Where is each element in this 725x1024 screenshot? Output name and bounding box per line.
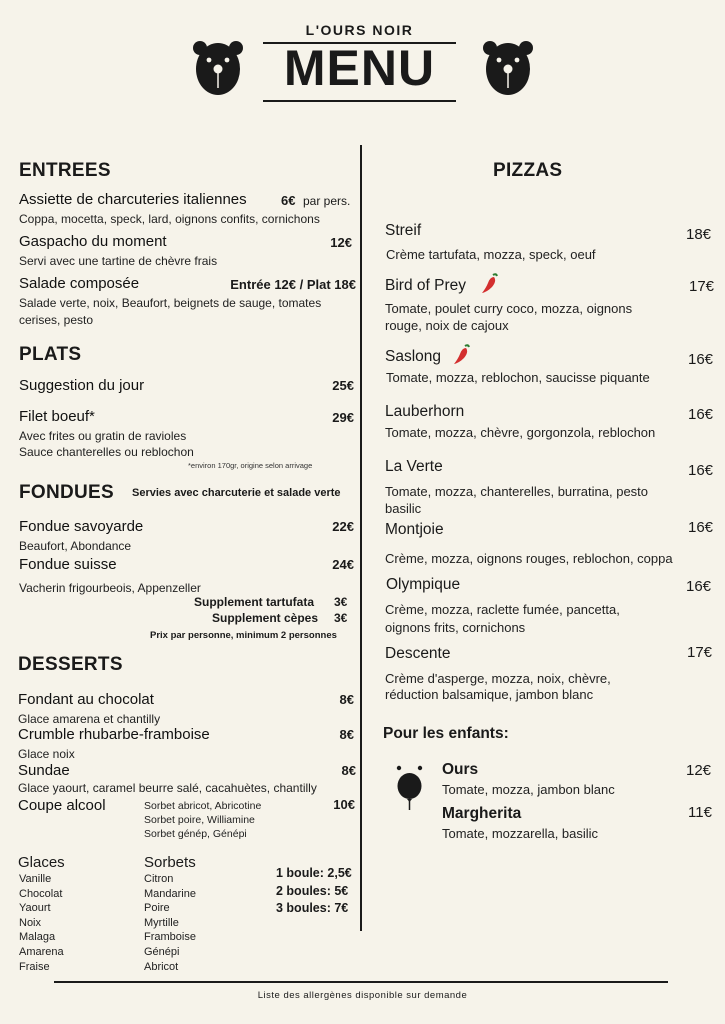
pizza-desc: réduction balsamique, jambon blanc	[385, 687, 594, 702]
dessert-price: 8€	[341, 763, 356, 778]
entree-name: Assiette de charcuteries italiennes	[19, 191, 247, 208]
dessert-name: Crumble rhubarbe-framboise	[18, 726, 210, 743]
section-title-fondues: FONDUES	[19, 482, 114, 503]
entree-price: 12€	[330, 235, 352, 250]
pizza-name: Bird of Prey	[385, 277, 466, 294]
glaces-title: Glaces	[18, 854, 65, 871]
dessert-price: 8€	[339, 727, 354, 742]
fondue-desc: Vacherin frigourbeois, Appenzeller	[19, 581, 201, 595]
dessert-desc: Glace noix	[18, 747, 75, 761]
scoop-price: 3 boules: 7€	[276, 901, 349, 915]
glace-flavor: Noix	[19, 916, 42, 929]
pizza-price: 16€	[688, 406, 714, 423]
scoop-price: 2 boules: 5€	[276, 883, 349, 898]
coupe-option: Sorbet génép, Génépi	[144, 828, 247, 840]
plat-desc: Avec frites ou gratin de ravioles	[19, 429, 187, 443]
section-title-entrees: ENTREES	[19, 160, 111, 181]
fondue-price: 22€	[332, 519, 354, 534]
sorbet-flavor: Mandarine	[144, 887, 196, 900]
scoop-price: 1 boule: 2,5€	[276, 866, 352, 880]
sorbet-flavor: Citron	[144, 873, 174, 885]
pizza-name: Descente	[385, 645, 451, 662]
kids-item-desc: Tomate, mozza, jambon blanc	[442, 782, 615, 797]
kids-item-price: 12€	[686, 762, 712, 779]
pizza-price: 17€	[689, 278, 715, 295]
pizza-desc: Crème, mozza, raclette fumée, pancetta,	[385, 602, 620, 617]
pizza-desc: Tomate, poulet curry coco, mozza, oignons	[385, 301, 633, 316]
pizza-name: La Verte	[385, 458, 443, 475]
plat-price: 25€	[332, 378, 354, 393]
dessert-desc: Glace yaourt, caramel beurre salé, cacahuètes, chantilly	[18, 781, 317, 795]
pizza-price: 16€	[686, 578, 712, 595]
entree-price: 6€	[281, 193, 296, 208]
dessert-desc: Glace amarena et chantilly	[18, 712, 161, 726]
sorbet-flavor: Framboise	[144, 931, 196, 944]
fondues-note: Prix par personne, minimum 2 personnes	[150, 630, 337, 641]
scoop-pricing	[276, 865, 352, 918]
pizza-desc: Tomate, mozza, chèvre, gorgonzola, reblochon	[385, 425, 656, 440]
entree-name: Gaspacho du moment	[19, 233, 167, 250]
sorbets-list	[144, 872, 196, 974]
glace-flavor: Chocolat	[19, 887, 63, 900]
fondue-name: Fondue savoyarde	[19, 518, 144, 535]
supplement-price: 3€	[334, 595, 348, 609]
pizza-desc: basilic	[385, 501, 422, 516]
sorbet-flavor: Génépi	[144, 945, 180, 958]
pizza-name: Olympique	[386, 576, 461, 593]
glace-flavor: Vanille	[19, 873, 52, 885]
pizza-name: Lauberhorn	[385, 403, 465, 420]
plat-name: Suggestion du jour	[19, 377, 145, 394]
kids-item-desc: Tomate, mozzarella, basilic	[442, 826, 599, 841]
glace-flavor: Fraise	[19, 960, 50, 973]
dessert-name: Sundae	[18, 762, 70, 779]
bear-logo-right-icon	[482, 38, 534, 98]
pizza-desc: Tomate, mozza, chanterelles, burratina, pesto	[385, 484, 649, 499]
dessert-price: 8€	[339, 692, 354, 707]
plat-desc: Sauce chanterelles ou reblochon	[19, 445, 194, 459]
entree-price-note: par pers.	[303, 194, 351, 208]
pizza-price: 16€	[688, 462, 714, 479]
section-title-plats: PLATS	[19, 344, 82, 365]
entree-price: Entrée 12€ / Plat 18€	[230, 277, 356, 292]
fondues-subtitle: Servies avec charcuterie et salade verte	[132, 487, 341, 499]
kids-item-price: 11€	[688, 804, 712, 821]
entree-desc: Salade verte, noix, Beaufort, beignets de sauge, tomates	[19, 296, 322, 310]
supplement-label: Supplement cèpes	[212, 611, 319, 625]
dessert-name: Fondant au chocolat	[18, 691, 154, 708]
restaurant-name: L'OURS NOIR	[305, 22, 414, 38]
kids-item-name: Margherita	[442, 805, 522, 822]
entree-desc: cerises, pesto	[19, 313, 94, 327]
pizza-desc: Tomate, mozza, reblochon, saucisse piquante	[386, 370, 650, 385]
pizza-price: 18€	[686, 226, 712, 243]
entree-desc: Coppa, mocetta, speck, lard, oignons confits, cornichons	[19, 212, 320, 226]
pizza-price: 16€	[688, 519, 714, 536]
pizza-name: Montjoie	[385, 521, 444, 538]
glaces-list	[19, 872, 64, 974]
pizza-desc: Crème d'asperge, mozza, noix, chèvre,	[385, 671, 611, 686]
kids-item-name: Ours	[442, 761, 479, 778]
coupe-option: Sorbet abricot, Abricotine	[144, 800, 262, 812]
dessert-name: Coupe alcool	[18, 797, 106, 814]
entree-name: Salade composée	[19, 275, 140, 292]
sorbets-title: Sorbets	[144, 854, 196, 871]
pizza-name: Saslong	[385, 348, 442, 365]
chili-pepper-icon	[480, 272, 500, 294]
coupe-option: Sorbet poire, Williamine	[144, 814, 255, 826]
column-divider	[360, 145, 362, 931]
glace-flavor: Yaourt	[19, 902, 51, 915]
pizza-desc: Crème, mozza, oignons rouges, reblochon, coppa	[385, 551, 673, 566]
fondue-desc: Beaufort, Abondance	[19, 539, 132, 553]
pizza-price: 17€	[687, 644, 713, 661]
glace-flavor: Malaga	[19, 931, 56, 944]
footer-rule	[54, 981, 668, 983]
pizza-desc: Crème tartufata, mozza, speck, oeuf	[386, 247, 596, 262]
supplement-price: 3€	[334, 611, 348, 625]
entree-desc: Servi avec une tartine de chèvre frais	[19, 254, 218, 268]
pizza-desc: rouge, noix de cajoux	[385, 318, 509, 333]
supplement-label: Supplement tartufata	[194, 595, 315, 609]
fondue-name: Fondue suisse	[19, 556, 117, 573]
glace-flavor: Amarena	[19, 945, 64, 958]
sorbet-flavor: Poire	[144, 902, 170, 915]
sorbet-flavor: Abricot	[144, 960, 179, 973]
bear-logo-left-icon	[192, 38, 244, 98]
section-title-desserts: DESSERTS	[18, 654, 123, 675]
plat-price: 29€	[332, 410, 354, 425]
header-rule-bottom	[263, 100, 456, 102]
page-title: MENU	[283, 40, 436, 96]
plat-name: Filet boeuf*	[19, 408, 95, 425]
sorbet-flavor: Myrtille	[144, 916, 179, 929]
plat-footnote: *environ 170gr, origine selon arrivage	[188, 461, 313, 470]
dessert-price: 10€	[333, 797, 355, 812]
section-title-pizzas: PIZZAS	[493, 160, 563, 181]
pizza-desc: oignons frits, cornichons	[385, 620, 526, 635]
fondue-price: 24€	[332, 557, 354, 572]
bear-balloon-icon	[394, 764, 426, 814]
chili-pepper-icon	[452, 343, 472, 365]
enfants-title: Pour les enfants:	[383, 725, 509, 742]
pizza-name: Streif	[385, 222, 422, 239]
pizza-price: 16€	[688, 351, 714, 368]
allergen-note: Liste des allergènes disponible sur demande	[257, 990, 468, 1001]
